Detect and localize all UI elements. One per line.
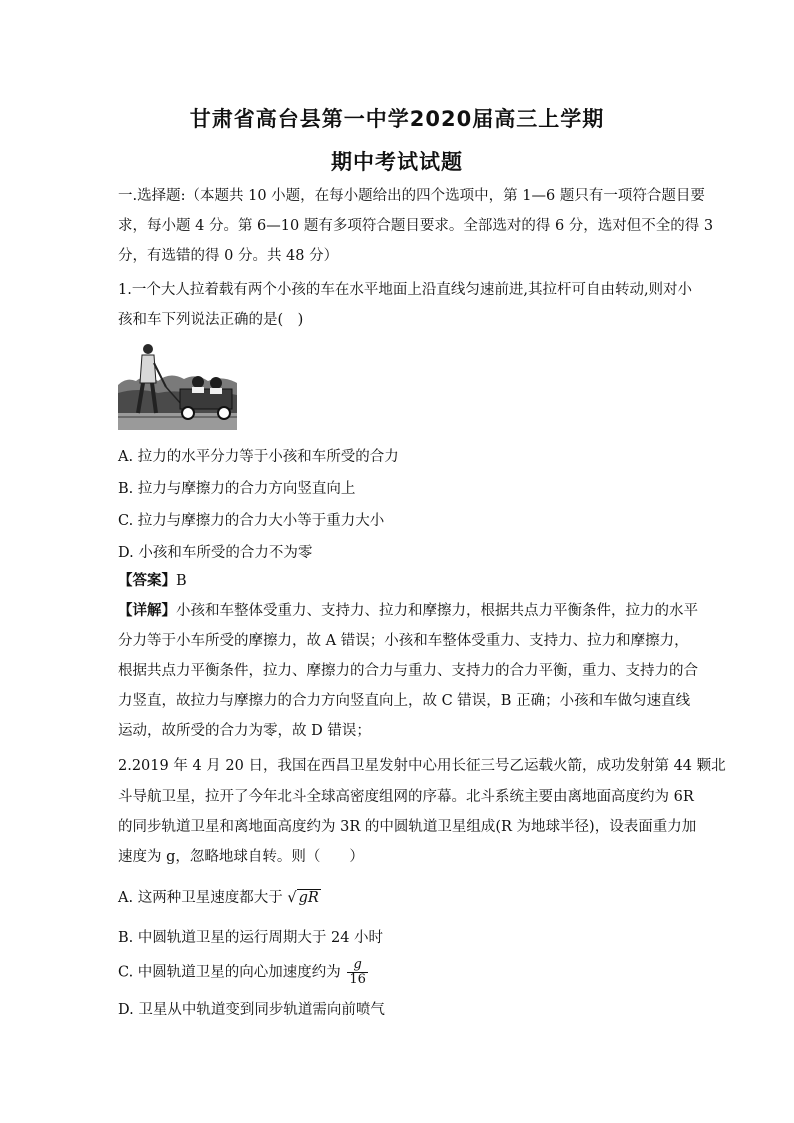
wagon-illustration xyxy=(118,343,237,430)
q1-option-d: D. 小孩和车所受的合力不为零 xyxy=(118,545,313,561)
q1-answer xyxy=(118,571,187,591)
q1-explain-line-5: 运动，故所受的合力为零，故 D 错误； xyxy=(118,723,371,739)
explain-label: 【详解】 xyxy=(118,602,176,619)
q2-option-a-text: A. 这两种卫星速度都大于 xyxy=(118,890,283,906)
q2-option-c xyxy=(118,958,368,987)
q1-option-c: C. 拉力与摩擦力的合力大小等于重力大小 xyxy=(118,513,385,529)
q2-option-c-text: C. 中圆轨道卫星的向心加速度约为 xyxy=(118,964,341,981)
section-instructions-line-3: 分，有选错的得 0 分。共 48 分） xyxy=(118,248,339,264)
q2-option-d: D. 卫星从中轨道变到同步轨道需向前喷气 xyxy=(118,1002,385,1018)
q2-stem-line-4: 速度为 g，忽略地球自转。则（ ） xyxy=(118,849,364,865)
q2-stem-line-2: 斗导航卫星，拉开了今年北斗全球高密度组网的序幕。北斗系统主要由离地面高度约为 6R xyxy=(118,789,694,805)
exam-title: 甘肃省高台县第一中学2020届高三上学期 xyxy=(189,107,605,131)
explain-text-1: 小孩和车整体受重力、支持力、拉力和摩擦力，根据共点力平衡条件，拉力的水平 xyxy=(176,603,698,619)
q2-stem-line-3: 的同步轨道卫星和离地面高度约为 3R 的中圆轨道卫星组成(R 为地球半径)，设表面重力加 xyxy=(118,819,697,835)
exam-subtitle: 期中考试试题 xyxy=(331,150,463,174)
section-instructions-line-2: 求，每小题 4 分。第 6—10 题有多项符合题目要求。全部选对的得 6 分，选对但不全的得 3 xyxy=(118,218,714,234)
fraction xyxy=(347,958,368,987)
q1-option-a: A. 拉力的水平分力等于小孩和车所受的合力 xyxy=(118,449,399,465)
q1-explain-line-1 xyxy=(118,601,698,621)
q2-stem-line-1: 2.2019 年 4 月 20 日，我国在西昌卫星发射中心用长征三号乙运载火箭，成功发射第 44 颗北 xyxy=(118,758,726,774)
q1-stem-line-2: 孩和车下列说法正确的是( ) xyxy=(118,312,304,328)
answer-label: 【答案】 xyxy=(118,572,176,589)
q1-explain-line-3: 根据共点力平衡条件，拉力、摩擦力的合力与重力、支持力的合力平衡，重力、支持力的合 xyxy=(118,663,698,679)
q2-option-a xyxy=(118,886,321,907)
sqrt-radicand: gR xyxy=(298,890,319,906)
q1-explain-line-2: 分力等于小车所受的摩擦力，故 A 错误；小孩和车整体受重力、支持力、拉力和摩擦力， xyxy=(118,633,689,649)
q1-option-b: B. 拉力与摩擦力的合力方向竖直向上 xyxy=(118,481,356,497)
q1-explain-line-4: 力竖直，故拉力与摩擦力的合力方向竖直向上，故 C 错误，B 正确；小孩和车做匀速直线 xyxy=(118,693,691,709)
section-instructions-line-1: 一.选择题:（本题共 10 小题，在每小题给出的四个选项中，第 1—6 题只有一项符合题目要 xyxy=(118,188,705,204)
q2-option-b: B. 中圆轨道卫星的运行周期大于 24 小时 xyxy=(118,930,384,946)
fraction-denominator: 16 xyxy=(349,972,366,987)
q1-stem-line-1: 1.一个大人拉着载有两个小孩的车在水平地面上沿直线匀速前进,其拉杆可自由转动,则对小 xyxy=(118,282,693,298)
answer-value: B xyxy=(176,573,187,589)
sqrt-expression: √ gR xyxy=(287,890,319,906)
fraction-numerator: g xyxy=(347,958,368,973)
